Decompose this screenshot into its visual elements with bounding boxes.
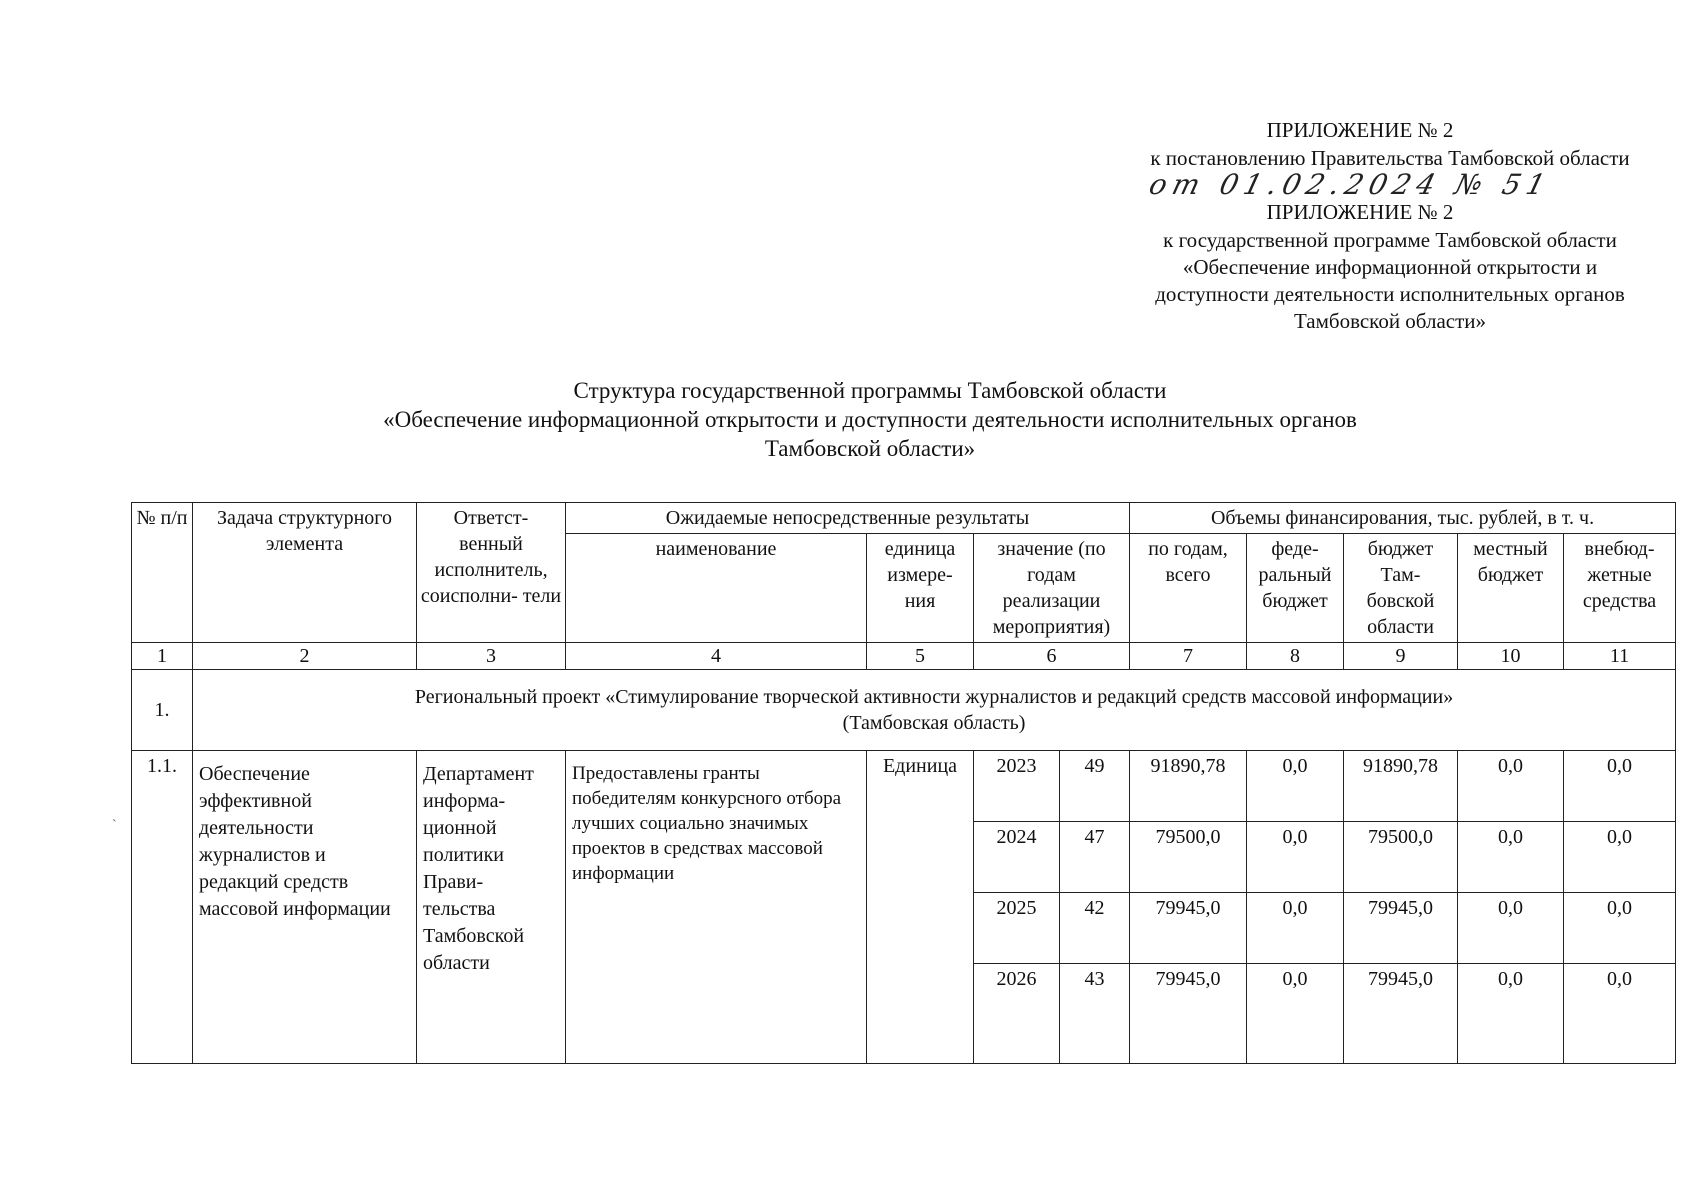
- total-cell: 79945,0: [1130, 893, 1247, 964]
- header-local: местный бюджет: [1458, 534, 1564, 643]
- item-number: 1.1.: [132, 751, 193, 1064]
- item-executor: Департамент информа- ционной политики Прави- тельства Тамбовской области: [417, 751, 566, 1064]
- federal-cell: 0,0: [1247, 751, 1344, 822]
- value-cell: 42: [1060, 893, 1130, 964]
- header-no: № п/п: [132, 503, 193, 643]
- column-number: 9: [1344, 643, 1458, 670]
- appendix2-body: [1110, 227, 1670, 335]
- title-line: «Обеспечение информационной открытости и доступности деятельности исполнительных органов: [383, 407, 1357, 432]
- column-number-row: [132, 643, 1676, 670]
- item-result: Предоставлены гранты победителям конкурсного отбора лучших социально значимых проектов в средствах массовой информации: [566, 751, 867, 1064]
- item-unit: Единица: [867, 751, 974, 1064]
- column-number: 3: [417, 643, 566, 670]
- extra-cell: 0,0: [1564, 822, 1676, 893]
- local-cell: 0,0: [1458, 964, 1564, 1064]
- column-number: 2: [193, 643, 417, 670]
- header-unit: единица измере- ния: [867, 534, 974, 643]
- column-number: 6: [974, 643, 1130, 670]
- column-number: 8: [1247, 643, 1344, 670]
- appendix2-line: к государственной программе Тамбовской области: [1163, 228, 1617, 252]
- column-number: 1: [132, 643, 193, 670]
- local-cell: 0,0: [1458, 893, 1564, 964]
- section-title: [193, 670, 1676, 751]
- local-cell: 0,0: [1458, 822, 1564, 893]
- section-title-line: (Тамбовская область): [842, 712, 1026, 734]
- year-cell: 2025: [974, 893, 1060, 964]
- extra-cell: 0,0: [1564, 964, 1676, 1064]
- year-cell: 2023: [974, 751, 1060, 822]
- local-cell: 0,0: [1458, 751, 1564, 822]
- year-cell: 2024: [974, 822, 1060, 893]
- value-cell: 43: [1060, 964, 1130, 1064]
- header-result-name: наименование: [566, 534, 867, 643]
- federal-cell: 0,0: [1247, 964, 1344, 1064]
- header-executor: Ответст- венный исполнитель, соисполни- тели: [417, 503, 566, 643]
- header-task: Задача структурного элемента: [193, 503, 417, 643]
- value-cell: 49: [1060, 751, 1130, 822]
- item-task: Обеспечение эффективной деятельности журналистов и редакций средств массовой информации: [193, 751, 417, 1064]
- scan-mark: ˋ: [112, 818, 117, 833]
- column-number: 4: [566, 643, 867, 670]
- appendix2-line: доступности деятельности исполнительных органов: [1155, 282, 1625, 306]
- value-cell: 47: [1060, 822, 1130, 893]
- program-structure-table: [131, 502, 1676, 1064]
- extra-cell: 0,0: [1564, 751, 1676, 822]
- regional-cell: 91890,78: [1344, 751, 1458, 822]
- appendix1-reference: к постановлению Правительства Тамбовской области: [1150, 146, 1630, 170]
- extra-cell: 0,0: [1564, 893, 1676, 964]
- column-number: 10: [1458, 643, 1564, 670]
- header-expected-results: Ожидаемые непосредственные результаты: [566, 503, 1130, 534]
- column-number: 11: [1564, 643, 1676, 670]
- header-financing: Объемы финансирования, тыс. рублей, в т. ч.: [1130, 503, 1676, 534]
- header-regional: бюджет Там- бовской области: [1344, 534, 1458, 643]
- federal-cell: 0,0: [1247, 893, 1344, 964]
- column-number: 5: [867, 643, 974, 670]
- section-number: 1.: [132, 670, 193, 751]
- handwritten-signature-date: от 01.02.2024 № 51: [1145, 168, 1555, 201]
- total-cell: 79500,0: [1130, 822, 1247, 893]
- title-line: Тамбовской области»: [764, 436, 976, 461]
- regional-cell: 79500,0: [1344, 822, 1458, 893]
- appendix1-title: ПРИЛОЖЕНИЕ № 2: [1266, 118, 1454, 142]
- header-extra-budgetary: внебюд- жетные средства: [1564, 534, 1676, 643]
- appendix2-line: «Обеспечение информационной открытости и: [1182, 255, 1598, 279]
- total-cell: 79945,0: [1130, 964, 1247, 1064]
- header-value: значение (по годам реализации мероприятия): [974, 534, 1130, 643]
- appendix2-title: ПРИЛОЖЕНИЕ № 2: [1266, 200, 1454, 224]
- table-row: [132, 751, 1676, 822]
- year-cell: 2026: [974, 964, 1060, 1064]
- regional-cell: 79945,0: [1344, 964, 1458, 1064]
- section-title-line: Региональный проект «Стимулирование творческой активности журналистов и редакций средств массовой информации»: [414, 686, 1454, 708]
- section-row: [132, 670, 1676, 751]
- federal-cell: 0,0: [1247, 822, 1344, 893]
- document-title: [230, 376, 1510, 463]
- regional-cell: 79945,0: [1344, 893, 1458, 964]
- header-row-1: [132, 503, 1676, 534]
- total-cell: 91890,78: [1130, 751, 1247, 822]
- header-federal: феде- ральный бюджет: [1247, 534, 1344, 643]
- title-line: Структура государственной программы Тамбовской области: [573, 378, 1167, 403]
- header-total: по годам, всего: [1130, 534, 1247, 643]
- column-number: 7: [1130, 643, 1247, 670]
- appendix2-line: Тамбовской области»: [1293, 309, 1487, 333]
